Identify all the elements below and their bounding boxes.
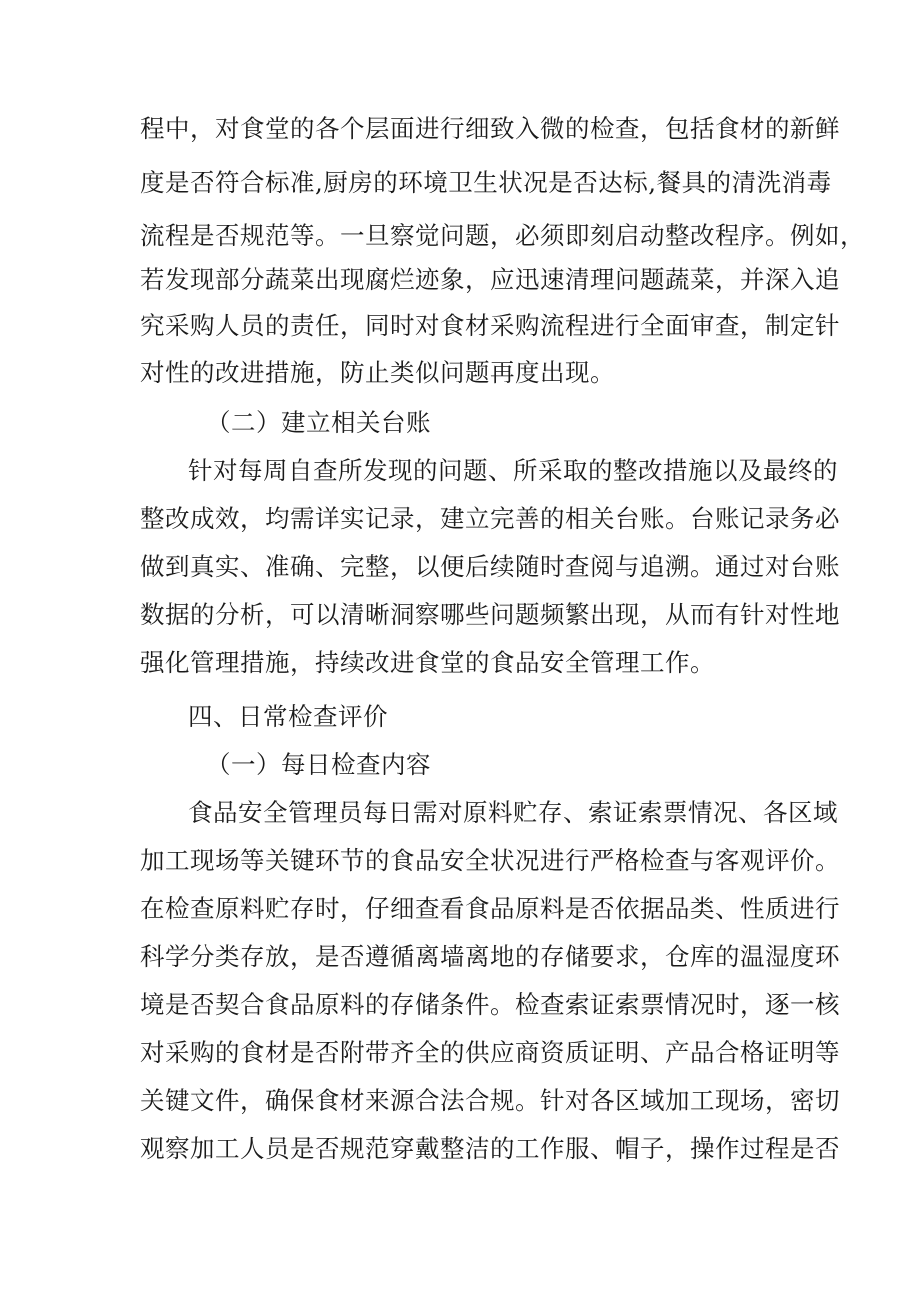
paragraph-line: 境是否契合食品原料的存储条件。检查索证索票情况时，逐一核 — [140, 990, 840, 1019]
paragraph-line: 若发现部分蔬菜出现腐烂迹象，应迅速清理问题蔬菜，并深入追 — [140, 265, 840, 294]
paragraph-line: 整改成效，均需详实记录，建立完善的相关台账。台账记录务必 — [140, 504, 840, 533]
subsection-heading-daily: （一）每日检查内容 — [206, 750, 431, 779]
paragraph-line: 数据的分析，可以清晰洞察哪些问题频繁出现，从而有针对性地 — [140, 600, 840, 629]
paragraph-line: 究采购人员的责任，同时对食材采购流程进行全面审查，制定针 — [140, 311, 840, 340]
paragraph-line: 加工现场等关键环节的食品安全状况进行严格检查与客观评价。 — [140, 846, 840, 875]
subsection-heading-ledger: （二）建立相关台账 — [206, 408, 431, 437]
paragraph-line: 对采购的食材是否附带齐全的供应商资质证明、产品合格证明等 — [140, 1038, 840, 1067]
paragraph-line: 做到真实、准确、完整，以便后续随时查阅与追溯。通过对台账 — [140, 552, 840, 581]
paragraph-line: 针对每周自查所发现的问题、所采取的整改措施以及最终的 — [188, 456, 838, 485]
section-heading: 四、日常检查评价 — [188, 702, 388, 731]
paragraph-line: 在检查原料贮存时，仔细查看食品原料是否依据品类、性质进行 — [140, 894, 840, 923]
paragraph-line: 强化管理措施，持续改进食堂的食品安全管理工作。 — [140, 648, 715, 677]
paragraph-line: 对性的改进措施，防止类似问题再度出现。 — [140, 358, 615, 387]
paragraph-line: 科学分类存放，是否遵循离墙离地的存储要求，仓库的温湿度环 — [140, 942, 840, 971]
paragraph-line: 度是否符合标准,厨房的环境卫生状况是否达标,餐具的清洗消毒 — [140, 168, 832, 197]
paragraph-line: 流程是否规范等。一旦察觉问题，必须即刻启动整改程序。例如， — [140, 221, 865, 250]
paragraph-line: 观察加工人员是否规范穿戴整洁的工作服、帽子，操作过程是否 — [140, 1134, 840, 1163]
paragraph-line: 食品安全管理员每日需对原料贮存、索证索票情况、各区域 — [188, 798, 838, 827]
paragraph-line: 关键文件，确保食材来源合法合规。针对各区域加工现场，密切 — [140, 1086, 840, 1115]
paragraph-line: 程中，对食堂的各个层面进行细致入微的检查，包括食材的新鲜 — [140, 114, 840, 143]
